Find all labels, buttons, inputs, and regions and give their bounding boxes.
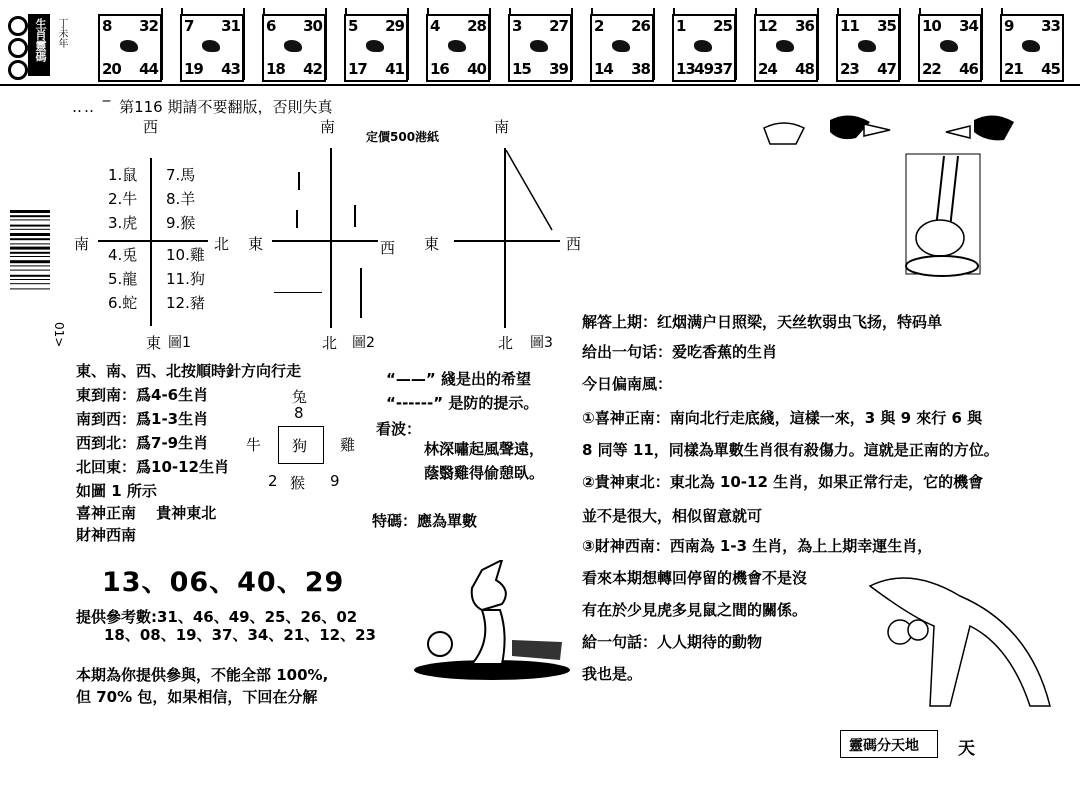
zodiac-cell <box>754 14 818 82</box>
special-code: 特碼：應為單數 <box>372 512 478 530</box>
animal-bottom-num-left: 2 <box>268 472 278 490</box>
rule-line: 南到西：爲1-3生肖 <box>76 410 209 428</box>
cell-number: 27 <box>549 17 568 35</box>
animal-right: 雞 <box>340 436 356 454</box>
fig1-left: 南 <box>74 235 90 253</box>
cell-number: 38 <box>631 60 650 78</box>
answer-prev: 解答上期：红烟满户日照梁，天丝软弱虫飞扬，特码单 <box>582 313 943 331</box>
fig1-hline <box>98 240 208 242</box>
zodiac-list-item: 9.猴 <box>166 214 196 232</box>
fig1-vline <box>150 158 152 326</box>
header-strip <box>0 0 1080 86</box>
fig3-right: 西 <box>566 235 582 253</box>
answer-p2b: 並不是很大，相似留意就可 <box>582 507 763 525</box>
animal-bottom: 猴 <box>290 474 306 492</box>
footer-line-2: 但 70% 包，如果相信，下回在分解 <box>76 688 318 706</box>
cell-number: 22 <box>922 60 941 78</box>
zodiac-cell <box>590 14 654 82</box>
fig1-caption: 圖1 <box>168 335 191 351</box>
cell-number: 3 <box>512 17 522 35</box>
fig3-diagonal <box>506 150 566 240</box>
price-label: 定價500港紙 <box>366 130 440 144</box>
cell-number: 32 <box>139 17 158 35</box>
fig2-top: 南 <box>320 118 336 136</box>
zodiac-animal-icon <box>612 40 630 52</box>
answer-give: 给出一句话：爱吃香蕉的生肖 <box>582 343 778 361</box>
footer-line-1: 本期為你提供參與，不能全部 100%, <box>76 666 329 684</box>
cell-number: 41 <box>385 60 404 78</box>
zodiac-list-item: 4.兎 <box>108 246 138 264</box>
rule-line: 西到北：爲7-9生肖 <box>76 434 209 452</box>
zodiac-cell <box>344 14 408 82</box>
cell-number: 30 <box>303 17 322 35</box>
birds-illustration <box>760 108 1080 286</box>
notice-text: ‥‥ ‾ 第116 期請不要翻版，否則失真 <box>72 98 333 116</box>
kanbo-label: 看波： <box>376 420 422 438</box>
fig2-hline <box>272 240 378 242</box>
zodiac-cell <box>508 14 572 82</box>
cell-number: 31 <box>221 17 240 35</box>
zodiac-cell <box>98 14 162 82</box>
answer-p1: ①喜神正南：南向北行走底綫，這樣一來，3 與 9 來行 6 與 <box>582 409 983 427</box>
rules-intro: 東、南、西、北按順時針方向行走 <box>76 362 302 380</box>
answer-today: 今日偏南風： <box>582 375 673 393</box>
fig2-right: 西 <box>380 239 396 257</box>
cell-number: 5 <box>348 17 358 35</box>
cell-number: 6 <box>266 17 276 35</box>
corner-label: 靈碼分天地 <box>849 738 919 754</box>
zodiac-list-item: 5.龍 <box>108 270 138 288</box>
cell-number: 20 <box>102 60 121 78</box>
fig3-left: 東 <box>424 235 440 253</box>
poem-line-1: 林深嘯起風聲遠， <box>424 440 545 458</box>
zodiac-animal-icon <box>776 40 794 52</box>
fig1-right: 北 <box>214 235 230 253</box>
fig3-bottom: 北 <box>498 334 514 352</box>
year-label: 丁未年 <box>56 18 67 48</box>
rule-line: 北回東：爲10-12生肖 <box>76 458 229 476</box>
cell-number: 25 <box>713 17 732 35</box>
cell-number: 26 <box>631 17 650 35</box>
binder-ring-icon <box>8 38 28 58</box>
answer-give2: 給一句話：人人期待的動物 <box>582 633 763 651</box>
fig2-vline <box>330 148 332 328</box>
answer-p1b: 8 同等 11，同樣為單數生肖很有殺傷力。這就是正南的方位。 <box>582 441 999 459</box>
answer-p3c: 有在於少見虎多見鼠之間的關係。 <box>582 601 808 619</box>
binder-ring-icon <box>8 60 28 80</box>
hint-line-1: “——” 綫是出的希望 <box>386 370 531 388</box>
cell-number: 34 <box>959 17 978 35</box>
answer-me: 我也是。 <box>582 665 643 683</box>
animal-center-box <box>278 426 324 464</box>
fig3-caption: 圖3 <box>530 335 553 351</box>
answer-p2: ②貴神東北：東北為 10-12 生肖，如果正常行走，它的機會 <box>582 473 984 491</box>
cell-number: 43 <box>221 60 240 78</box>
fig3-top: 南 <box>494 118 510 136</box>
animal-top-num: 8 <box>294 404 304 422</box>
barcode-icon <box>10 210 60 340</box>
zodiac-cell <box>1000 14 1064 82</box>
cell-number: 39 <box>549 60 568 78</box>
fig2-dash <box>274 292 322 293</box>
cell-number: 12 <box>758 17 777 35</box>
cell-number: 1 <box>676 17 686 35</box>
zodiac-animal-icon <box>1022 40 1040 52</box>
zodiac-cell <box>672 14 736 82</box>
zodiac-list-item: 11.狗 <box>166 270 205 288</box>
giraffe-illustration <box>830 566 1080 710</box>
zodiac-list-item: 10.雞 <box>166 246 205 264</box>
fig1-top: 西 <box>143 118 159 136</box>
rule-line: 東到南：爲4-6生肖 <box>76 386 209 404</box>
cell-number: 36 <box>795 17 814 35</box>
cell-number: 11 <box>840 17 859 35</box>
zodiac-animal-icon <box>694 40 712 52</box>
zodiac-cell <box>262 14 326 82</box>
fig3-hline <box>454 240 560 242</box>
zodiac-cell <box>918 14 982 82</box>
cell-number: 16 <box>430 60 449 78</box>
cell-number: 2 <box>594 17 604 35</box>
ref-line-2: 18、08、19、37、34、21、12、23 <box>104 626 376 644</box>
zodiac-cell <box>836 14 900 82</box>
cell-number: 33 <box>1041 17 1060 35</box>
hint-line-2: “------” 是防的提示。 <box>386 394 539 412</box>
poem-line-2: 蔭翳雞得偷憩臥。 <box>424 464 545 482</box>
cell-number: 35 <box>877 17 896 35</box>
header-label: 生肖靈碼 <box>34 18 47 62</box>
ref-line-1: 提供參考數:31、46、49、25、26、02 <box>76 608 358 626</box>
cell-number: 18 <box>266 60 285 78</box>
zodiac-animal-icon <box>530 40 548 52</box>
fig2-mark <box>296 210 298 228</box>
zodiac-animal-icon <box>202 40 220 52</box>
cell-number: 28 <box>467 17 486 35</box>
zodiac-animal-icon <box>940 40 958 52</box>
cell-number: 48 <box>795 60 814 78</box>
cell-number: 23 <box>840 60 859 78</box>
corner-label-box <box>840 730 938 758</box>
zodiac-list-item: 12.豬 <box>166 294 205 312</box>
zodiac-list-item: 7.馬 <box>166 166 196 184</box>
fig2-bottom: 北 <box>322 334 338 352</box>
zodiac-list-item: 1.鼠 <box>108 166 138 184</box>
zodiac-list-item: 8.羊 <box>166 190 196 208</box>
zodiac-list-item: 3.虎 <box>108 214 138 232</box>
cell-number: 10 <box>922 17 941 35</box>
cell-number: 19 <box>184 60 203 78</box>
gods-line-2: 財神西南 <box>76 526 137 544</box>
cell-number: 24 <box>758 60 777 78</box>
as-figure: 如圖 1 所示 <box>76 482 157 500</box>
cell-number: 45 <box>1041 60 1060 78</box>
cell-number: 40 <box>467 60 486 78</box>
fig1-bottom: 東 <box>146 334 162 352</box>
fig2-mark <box>354 205 356 227</box>
cell-number: 14 <box>594 60 613 78</box>
barcode-number: 01> <box>52 322 66 348</box>
answer-p3: ③財神西南：西南為 1-3 生肖，為上上期幸運生肖， <box>582 537 933 555</box>
cell-number: 13 <box>676 60 695 78</box>
cell-number: 15 <box>512 60 531 78</box>
cell-number: 7 <box>184 17 194 35</box>
zodiac-animal-icon <box>284 40 302 52</box>
cell-number: 29 <box>385 17 404 35</box>
cell-number: 46 <box>959 60 978 78</box>
zodiac-cell <box>180 14 244 82</box>
fig2-left: 東 <box>248 235 264 253</box>
wolf-illustration <box>412 560 572 682</box>
cell-number: 17 <box>348 60 367 78</box>
binder-ring-icon <box>8 16 28 36</box>
cell-number: 21 <box>1004 60 1023 78</box>
zodiac-cell <box>426 14 490 82</box>
cell-number: 44 <box>139 60 158 78</box>
animal-top: 兔 <box>292 388 308 406</box>
header-label-box <box>28 14 50 76</box>
gods-line-1: 喜神正南 貴神東北 <box>76 504 217 522</box>
fig2-caption: 圖2 <box>352 335 375 351</box>
answer-p3b: 看來本期想轉回停留的機會不是沒 <box>582 569 808 587</box>
zodiac-list-item: 2.牛 <box>108 190 138 208</box>
cell-number: 8 <box>102 17 112 35</box>
animal-left: 牛 <box>246 436 262 454</box>
zodiac-animal-icon <box>366 40 384 52</box>
animal-bottom-num-right: 9 <box>330 472 340 490</box>
fig2-mark <box>360 268 362 318</box>
cell-number: 9 <box>1004 17 1014 35</box>
zodiac-animal-icon <box>448 40 466 52</box>
main-numbers: 13、06、40、29 <box>102 567 345 598</box>
zodiac-animal-icon <box>858 40 876 52</box>
cell-number: 4 <box>430 17 440 35</box>
zodiac-animal-icon <box>120 40 138 52</box>
cell-number: 4937 <box>694 60 732 78</box>
cell-number: 47 <box>877 60 896 78</box>
animal-center: 狗 <box>292 437 308 455</box>
corner-char: 天 <box>958 739 975 759</box>
zodiac-list-item: 6.蛇 <box>108 294 138 312</box>
fig2-mark <box>298 172 300 190</box>
cell-number: 42 <box>303 60 322 78</box>
